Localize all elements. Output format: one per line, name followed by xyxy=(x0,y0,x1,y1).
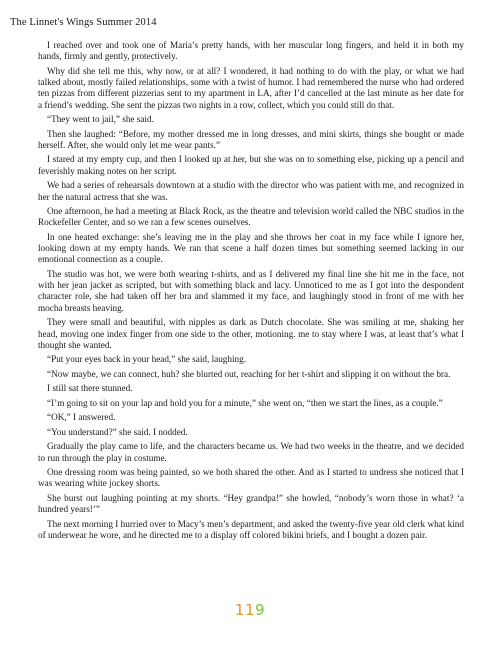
paragraph: “They went to jail,” she said. xyxy=(47,114,154,125)
running-header: The Linnet's Wings Summer 2014 xyxy=(10,17,157,28)
paragraph: Gradually the play came to life, and the characters became us. We had two weeks in the theatre, and we decided to run through the play in costume. xyxy=(38,441,464,463)
paragraph: She burst out laughing pointing at my shorts. “Hey grandpa!” she howled, “nobody’s worn those in what? ‘a hundred years!’” xyxy=(38,492,464,515)
paragraph: “I’m going to sit on your lap and hold you for a minute,” she went on, “then we start the lines, as a couple.” xyxy=(47,397,443,408)
paragraph: Why did she tell me this, why now, or at all? I wondered, it had nothing to do with the play, or what we had talked about, mostly failed relationships, some with a twist of humor. I had remembered the nurse who had ordered ten pizzas from different pizzerias sent to my apartment in LA, after I’d cancelled at the last minute as her date for a friend’s wedding. She sent the pizzas two nights in a row, collect, which you could still do that. xyxy=(38,65,464,110)
paragraph: We had a series of rehearsals downtown at a studio with the director who was patient with me, and recognized in her the natural actress that she was. xyxy=(38,180,464,202)
paragraph: I reached over and took one of Maria’s pretty hands, with her muscular long fingers, and held it in both my hands, firmly and gently, protectively. xyxy=(38,40,464,62)
page-number-part-2: 9 xyxy=(255,601,266,619)
paragraph: I still sat there stunned. xyxy=(47,383,133,394)
paragraph: The next morning I hurried over to Macy’s men’s department, and asked the twenty-five year old clerk what kind of underwear he wore, and he directed me to a display off colored bikini briefs, and I bought a dozen pair. xyxy=(38,518,464,540)
paragraph: In one heated exchange: she’s leaving me in the play and she throws her coat in my face while I ignore her, looking down at my empty hands. We ran that scene a half dozen times but something seemed lacking in our emotional connection as a couple. xyxy=(38,231,464,265)
paragraph: One dressing room was being painted, so we both shared the other. And as I started to undress she noticed that I was wearing white jockey shorts. xyxy=(38,466,464,489)
paragraph: They were small and beautiful, with nipples as dark as Dutch chocolate. She was smiling at me, shaking her head, moving one index finger from one side to the other, motioning. me to stay where I was, at least that’s what I thought she wanted. xyxy=(38,317,464,350)
page-number xyxy=(0,601,500,619)
paragraph: One afternoon, he had a meeting at Black Rock, as the theatre and television world called the NBC studios in the Rockefeller Center, and so we ran a few scenes ourselves. xyxy=(38,205,464,228)
paragraph: “Put your eyes back in your head,” she said, laughing. xyxy=(47,354,247,365)
paragraph: I stared at my empty cup, and then I looked up at her, but she was on to something else, picking up a pencil and feverishly making notes on her script. xyxy=(38,154,464,176)
paragraph: The studio was hot, we were both wearing t-shirts, and as I delivered my final line she hit me in the face, not with her jean jacket as scripted, but with something black and lacy. Unnoticed to me as I got into the despondent character role, she had taken off her bra and slammed it my face, and laughingly stood in front of me with her mocha breasts heaving. xyxy=(38,268,464,313)
paragraph: “You understand?” she said. I nodded. xyxy=(47,426,188,437)
paragraph: “Now maybe, we can connect, huh? she blurted out, reaching for her t-shirt and slipping it on without the bra. xyxy=(47,368,451,379)
paragraph: Then she laughed: “Before, my mother dressed me in long dresses, and mini skirts, things she bought or made herself. After, she would only let me wear pants.” xyxy=(38,128,464,150)
page-number-part-1: 11 xyxy=(234,601,256,619)
article-body xyxy=(38,40,464,544)
paragraph: “OK,” I answered. xyxy=(47,412,116,423)
